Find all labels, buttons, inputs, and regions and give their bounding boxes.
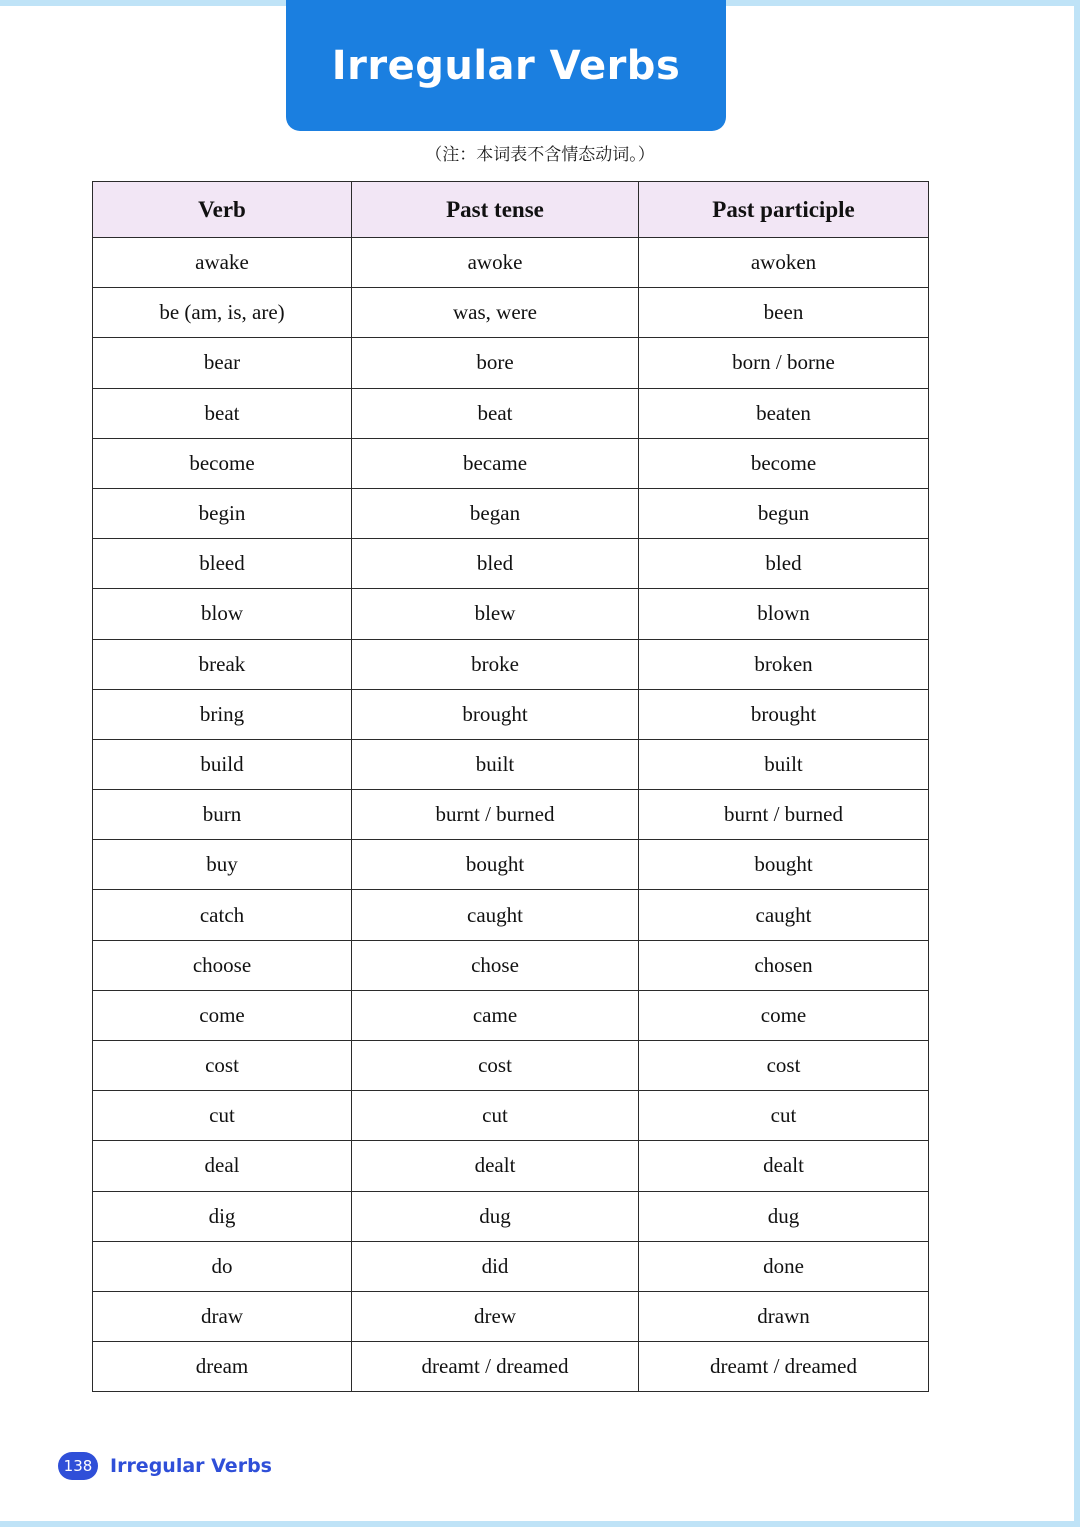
page-border-right <box>1074 0 1080 1527</box>
table-cell: choose <box>93 940 352 990</box>
table-cell: drawn <box>639 1291 929 1341</box>
table-cell: bore <box>352 338 639 388</box>
table-cell: awoke <box>352 238 639 288</box>
table-row <box>93 589 929 639</box>
table-cell: come <box>93 990 352 1040</box>
table-cell: built <box>352 739 639 789</box>
irregular-verbs-table <box>92 181 929 1392</box>
table-row <box>93 238 929 288</box>
table-cell: bought <box>639 840 929 890</box>
table-row <box>93 1291 929 1341</box>
table-row <box>93 990 929 1040</box>
table-cell: caught <box>639 890 929 940</box>
table-cell: burnt / burned <box>352 790 639 840</box>
table-row <box>93 539 929 589</box>
table-cell: done <box>639 1241 929 1291</box>
table-cell: cut <box>93 1091 352 1141</box>
table-cell: buy <box>93 840 352 890</box>
column-header-past-tense: Past tense <box>352 182 639 238</box>
table-cell: was, were <box>352 288 639 338</box>
table-cell: dream <box>93 1342 352 1392</box>
table-cell: bought <box>352 840 639 890</box>
table-cell: cost <box>352 1041 639 1091</box>
table-cell: burn <box>93 790 352 840</box>
table-cell: did <box>352 1241 639 1291</box>
table-cell: awake <box>93 238 352 288</box>
table-row <box>93 1342 929 1392</box>
table-row <box>93 1041 929 1091</box>
table-header-row <box>93 182 929 238</box>
table-cell: build <box>93 739 352 789</box>
column-header-past-participle: Past participle <box>639 182 929 238</box>
irregular-verbs-table-container <box>92 181 928 1392</box>
table-cell: built <box>639 739 929 789</box>
table-row <box>93 1141 929 1191</box>
table-cell: bring <box>93 689 352 739</box>
table-cell: bled <box>639 539 929 589</box>
table-row <box>93 840 929 890</box>
page-title: Irregular Verbs <box>331 42 681 89</box>
table-row <box>93 388 929 438</box>
table-row <box>93 288 929 338</box>
table-cell: born / borne <box>639 338 929 388</box>
table-cell: cost <box>639 1041 929 1091</box>
table-row <box>93 639 929 689</box>
table-row <box>93 940 929 990</box>
table-cell: drew <box>352 1291 639 1341</box>
table-cell: dreamt / dreamed <box>639 1342 929 1392</box>
table-row <box>93 739 929 789</box>
table-cell: bled <box>352 539 639 589</box>
table-cell: break <box>93 639 352 689</box>
table-cell: burnt / burned <box>639 790 929 840</box>
table-cell: awoken <box>639 238 929 288</box>
table-cell: do <box>93 1241 352 1291</box>
table-cell: dealt <box>639 1141 929 1191</box>
page-footer <box>58 1452 272 1480</box>
table-cell: became <box>352 438 639 488</box>
table-cell: blow <box>93 589 352 639</box>
table-row <box>93 790 929 840</box>
table-cell: begin <box>93 488 352 538</box>
table-cell: become <box>93 438 352 488</box>
table-cell: bleed <box>93 539 352 589</box>
table-cell: brought <box>639 689 929 739</box>
table-cell: broken <box>639 639 929 689</box>
table-cell: blown <box>639 589 929 639</box>
title-banner <box>286 0 726 131</box>
page-number-badge: 138 <box>58 1452 98 1480</box>
table-cell: begun <box>639 488 929 538</box>
table-row <box>93 488 929 538</box>
table-cell: be (am, is, are) <box>93 288 352 338</box>
footer-section-label: Irregular Verbs <box>110 1455 272 1477</box>
table-cell: come <box>639 990 929 1040</box>
table-cell: cut <box>352 1091 639 1141</box>
table-cell: dug <box>639 1191 929 1241</box>
table-cell: blew <box>352 589 639 639</box>
table-row <box>93 438 929 488</box>
table-cell: chosen <box>639 940 929 990</box>
column-header-verb: Verb <box>93 182 352 238</box>
table-cell: came <box>352 990 639 1040</box>
table-row <box>93 1091 929 1141</box>
table-row <box>93 1241 929 1291</box>
table-row <box>93 689 929 739</box>
table-cell: broke <box>352 639 639 689</box>
table-cell: catch <box>93 890 352 940</box>
table-cell: brought <box>352 689 639 739</box>
table-row <box>93 890 929 940</box>
table-cell: become <box>639 438 929 488</box>
page-border-bottom <box>0 1521 1080 1527</box>
table-cell: began <box>352 488 639 538</box>
table-cell: draw <box>93 1291 352 1341</box>
table-cell: beat <box>93 388 352 438</box>
table-cell: cut <box>639 1091 929 1141</box>
table-cell: dig <box>93 1191 352 1241</box>
table-row <box>93 1191 929 1241</box>
table-cell: beaten <box>639 388 929 438</box>
table-cell: dealt <box>352 1141 639 1191</box>
table-cell: cost <box>93 1041 352 1091</box>
table-cell: dreamt / dreamed <box>352 1342 639 1392</box>
table-cell: bear <box>93 338 352 388</box>
table-cell: deal <box>93 1141 352 1191</box>
table-cell: been <box>639 288 929 338</box>
table-cell: caught <box>352 890 639 940</box>
table-row <box>93 338 929 388</box>
table-cell: dug <box>352 1191 639 1241</box>
table-note: （注：本词表不含情态动词。） <box>425 145 655 165</box>
table-cell: beat <box>352 388 639 438</box>
table-cell: chose <box>352 940 639 990</box>
